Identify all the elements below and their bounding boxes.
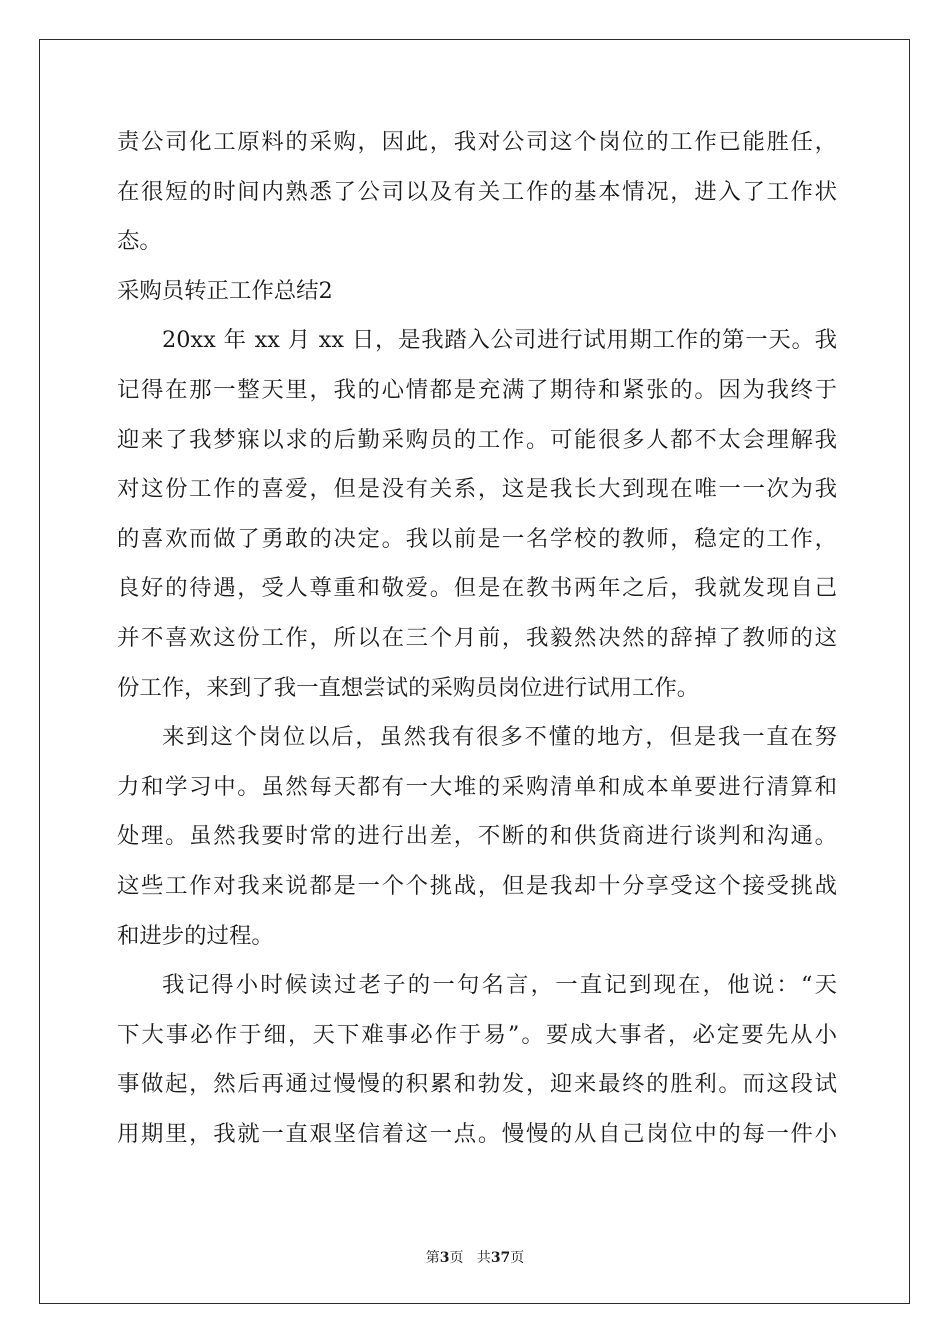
footer-total-suffix: 页 — [510, 1250, 525, 1266]
text-line: 下大事必作于细，天下难事必作于易”。要成大事者，必定要先从小 — [117, 1021, 837, 1048]
text-line: 在很短的时间内熟悉了公司以及有关工作的基本情况，进入了工作状 — [117, 178, 837, 205]
text-line: 这些工作对我来说都是一个个挑战，但是我却十分享受这个接受挑战 — [117, 872, 837, 899]
text-line: 20xx 年 xx 月 xx 日，是我踏入公司进行试用期工作的第一天。我 — [162, 327, 837, 354]
text-line: 态。 — [117, 228, 162, 255]
footer-total-pages: 37 — [490, 1250, 511, 1266]
text-line: 并不喜欢这份工作，所以在三个月前，我毅然决然的辞掉了教师的这 — [117, 624, 837, 651]
text-line: 和进步的过程。 — [117, 922, 274, 949]
text-line: 记得在那一整天里，我的心情都是充满了期待和紧张的。因为我终于 — [117, 376, 837, 403]
text-line: 我记得小时候读过老子的一句名言，一直记到现在，他说：“天 — [162, 972, 837, 999]
section-heading: 采购员转正工作总结2 — [117, 277, 333, 304]
text-line: 对这份工作的喜爱，但是没有关系，这是我长大到现在唯一一次为我 — [117, 476, 837, 503]
text-line: 责公司化工原料的采购，因此，我对公司这个岗位的工作已能胜任， — [117, 129, 837, 155]
text-line: 良好的待遇，受人尊重和敬爱。但是在教书两年之后，我就发现自己 — [117, 575, 837, 602]
footer-page-prefix: 第 — [425, 1250, 440, 1266]
text-line: 来到这个岗位以后，虽然我有很多不懂的地方，但是我一直在努 — [162, 724, 837, 751]
page-footer — [0, 1247, 950, 1267]
footer-page-suffix: 页 — [449, 1250, 464, 1266]
text-line: 份工作，来到了我一直想尝试的采购员岗位进行试用工作。 — [117, 674, 700, 701]
text-line: 处理。虽然我要时常的进行出差，不断的和供货商进行谈判和沟通。 — [117, 823, 837, 850]
text-line: 迎来了我梦寐以求的后勤采购员的工作。可能很多人都不太会理解我 — [117, 426, 837, 453]
document-body — [117, 118, 837, 1159]
text-line: 事做起，然后再通过慢慢的积累和勃发，迎来最终的胜利。而这段试 — [117, 1071, 837, 1098]
text-line: 的喜欢而做了勇敢的决定。我以前是一名学校的教师，稳定的工作， — [117, 525, 837, 552]
footer-total-prefix: 共 — [476, 1250, 491, 1266]
text-line: 力和学习中。虽然每天都有一大堆的采购清单和成本单要进行清算和 — [117, 773, 837, 800]
text-line: 用期里，我就一直艰坚信着这一点。慢慢的从自己岗位中的每一件小 — [117, 1120, 837, 1147]
footer-page-number: 3 — [439, 1250, 450, 1266]
